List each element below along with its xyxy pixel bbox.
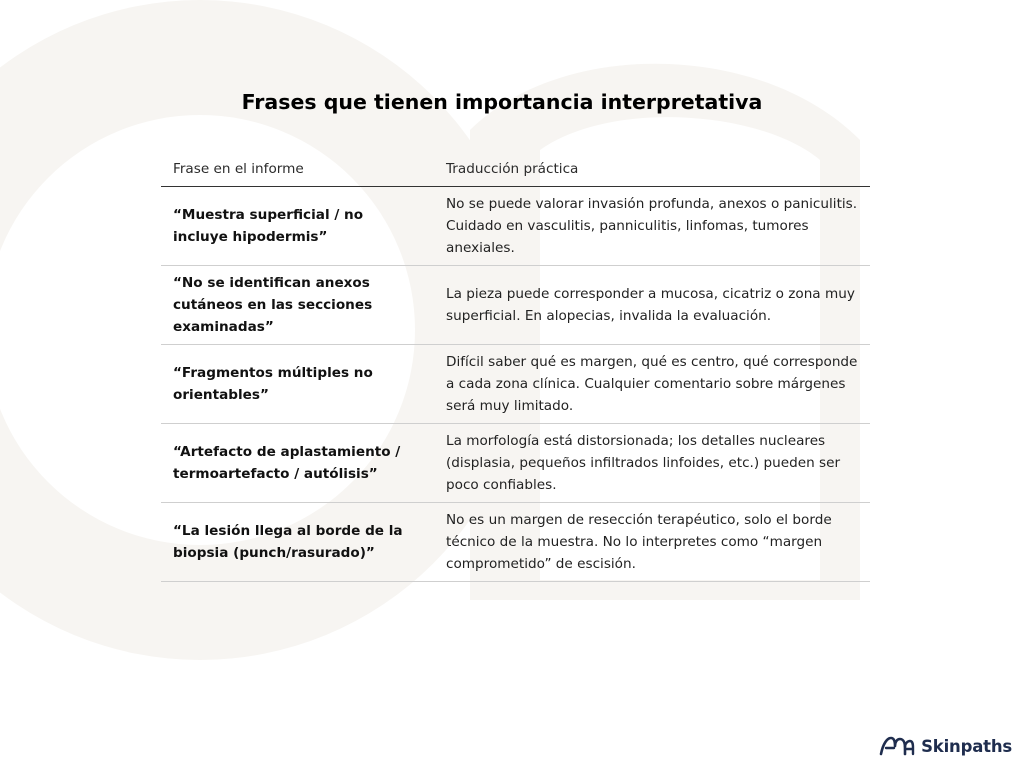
phrases-table <box>161 152 870 582</box>
phrase-cell: “Fragmentos múltiples no orientables” <box>161 344 434 423</box>
phrase-cell: “La lesión llega al borde de la biopsia (punch/rasurado)” <box>161 502 434 581</box>
table-row <box>161 423 870 502</box>
phrase-cell: “No se identifican anexos cutáneos en las secciones examinadas” <box>161 265 434 344</box>
brand-logo <box>879 733 1012 759</box>
skinpaths-logo-icon <box>879 734 915 758</box>
table-row <box>161 265 870 344</box>
column-header-phrase: Frase en el informe <box>161 152 434 186</box>
table-row <box>161 186 870 265</box>
table-row <box>161 502 870 581</box>
translation-cell: No es un margen de resección terapéutico, solo el borde técnico de la muestra. No lo interpretes como “margen comprometido” de escisión. <box>434 502 870 581</box>
slide-title: Frases que tienen importancia interpretativa <box>241 90 763 114</box>
phrase-cell: “Muestra superficial / no incluye hipodermis” <box>161 186 434 265</box>
brand-name: Skinpaths <box>921 736 1012 756</box>
phrase-cell: “Artefacto de aplastamiento / termoartefacto / autólisis” <box>161 423 434 502</box>
translation-cell: La pieza puede corresponder a mucosa, cicatriz o zona muy superficial. En alopecias, invalida la evaluación. <box>434 265 870 344</box>
translation-cell: La morfología está distorsionada; los detalles nucleares (displasia, pequeños infiltrados linfoides, etc.) pueden ser poco confiables. <box>434 423 870 502</box>
column-header-translation: Traducción práctica <box>434 152 870 186</box>
translation-cell: Difícil saber qué es margen, qué es centro, qué corresponde a cada zona clínica. Cualquier comentario sobre márgenes será muy limitado. <box>434 344 870 423</box>
table-header-row <box>161 152 870 186</box>
table-row <box>161 344 870 423</box>
translation-cell: No se puede valorar invasión profunda, anexos o paniculitis. Cuidado en vasculitis, panniculitis, linfomas, tumores anexiales. <box>434 186 870 265</box>
